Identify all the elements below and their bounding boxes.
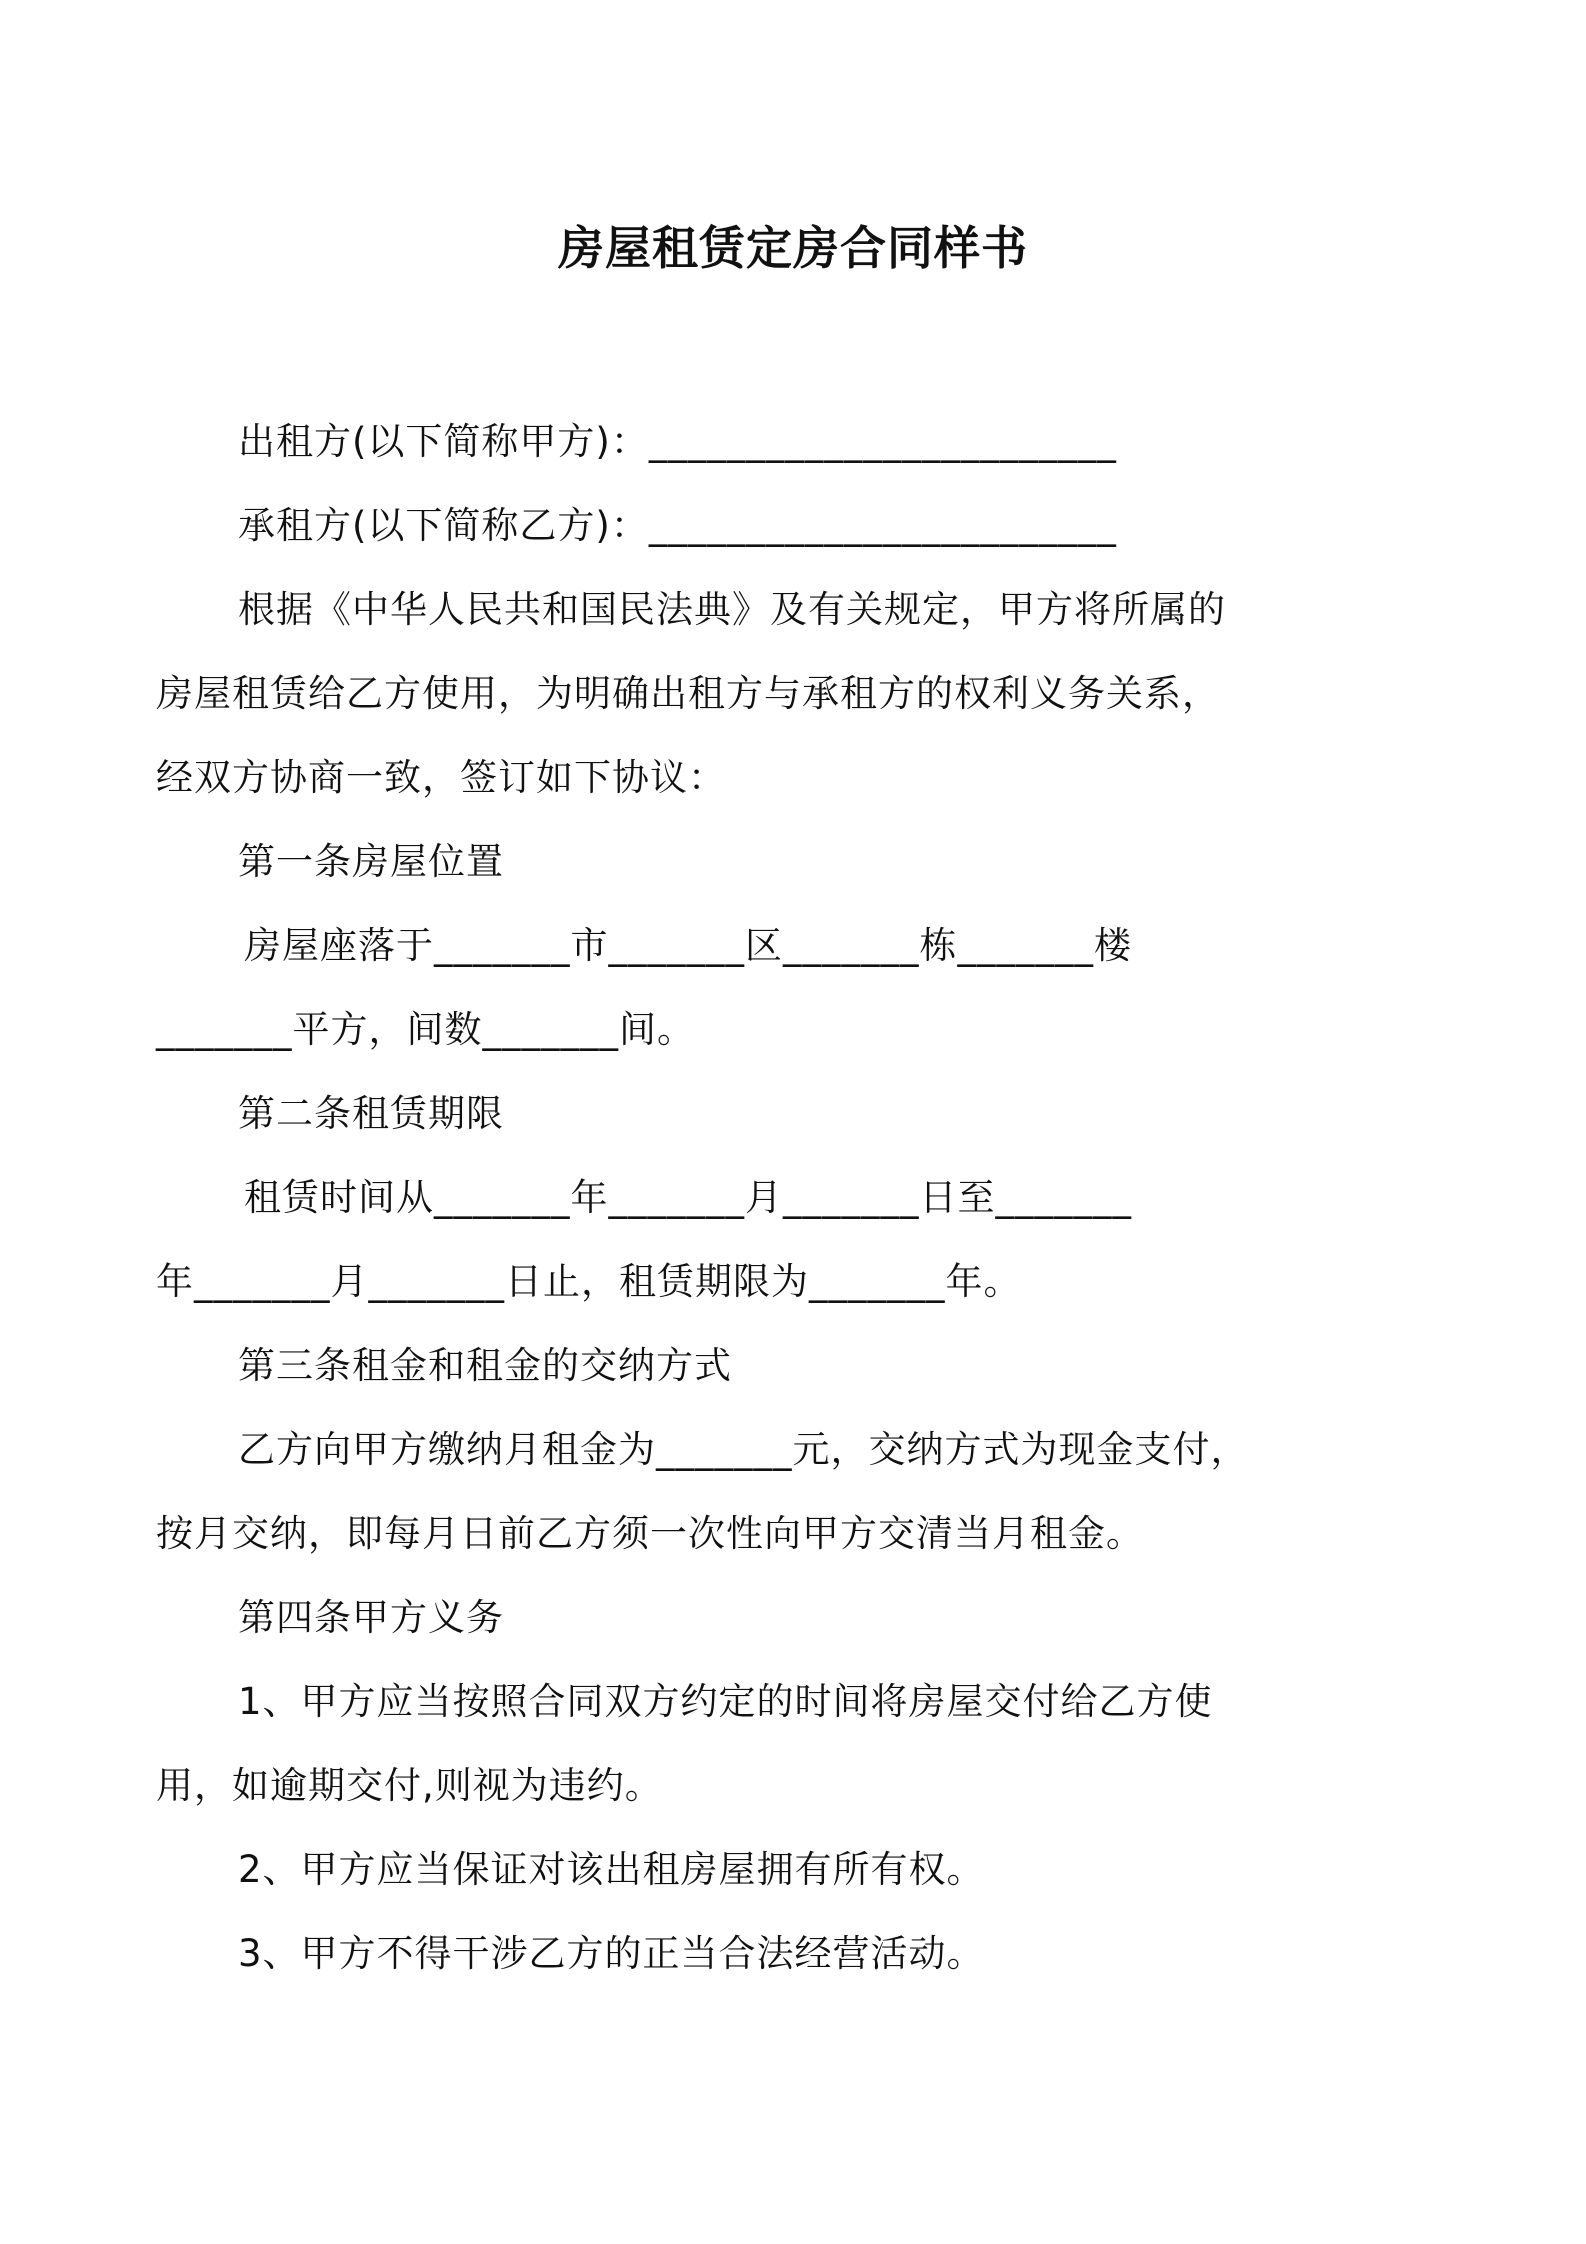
article-4-item-1-line-1: 1、甲方应当按照合同双方约定的时间将房屋交付给乙方使: [238, 1680, 1213, 1723]
document-title: 房屋租赁定房合同样书: [558, 221, 1028, 275]
article-1-line-2: _______平方，间数_______间。: [156, 1008, 695, 1051]
document-body: [156, 400, 1296, 1996]
article-4-item-3: 3、甲方不得干涉乙方的正当合法经营活动。: [238, 1932, 985, 1975]
preamble-line-1: 根据《中华人民共和国民法典》及有关规定，甲方将所属的: [238, 588, 1226, 631]
article-2-heading: 第二条租赁期限: [238, 1092, 504, 1135]
lessee-line: 承租方(以下简称乙方)：________________________: [238, 504, 1117, 547]
article-4-heading: 第四条甲方义务: [238, 1596, 504, 1639]
article-1-line-1: 房屋座落于_______市_______区_______栋_______楼: [244, 924, 1132, 967]
article-3-line-1: 乙方向甲方缴纳月租金为_______元，交纳方式为现金支付，: [238, 1428, 1249, 1471]
preamble-line-3: 经双方协商一致，签订如下协议：: [156, 756, 726, 799]
article-4-item-1-line-2: 用，如逾期交付,则视为违约。: [156, 1764, 663, 1807]
article-2-line-1: 租赁时间从_______年_______月_______日至_______: [244, 1176, 1132, 1219]
article-4-item-2: 2、甲方应当保证对该出租房屋拥有所有权。: [238, 1848, 985, 1891]
lessor-line: 出租方(以下简称甲方)：________________________: [238, 420, 1117, 463]
article-1-heading: 第一条房屋位置: [238, 840, 504, 883]
article-3-heading: 第三条租金和租金的交纳方式: [238, 1344, 732, 1387]
preamble-line-2: 房屋租赁给乙方使用，为明确出租方与承租方的权利义务关系，: [156, 672, 1220, 715]
article-3-line-2: 按月交纳，即每月日前乙方须一次性向甲方交清当月租金。: [156, 1512, 1144, 1555]
article-2-line-2: 年_______月_______日止，租赁期限为_______年。: [156, 1260, 1022, 1303]
